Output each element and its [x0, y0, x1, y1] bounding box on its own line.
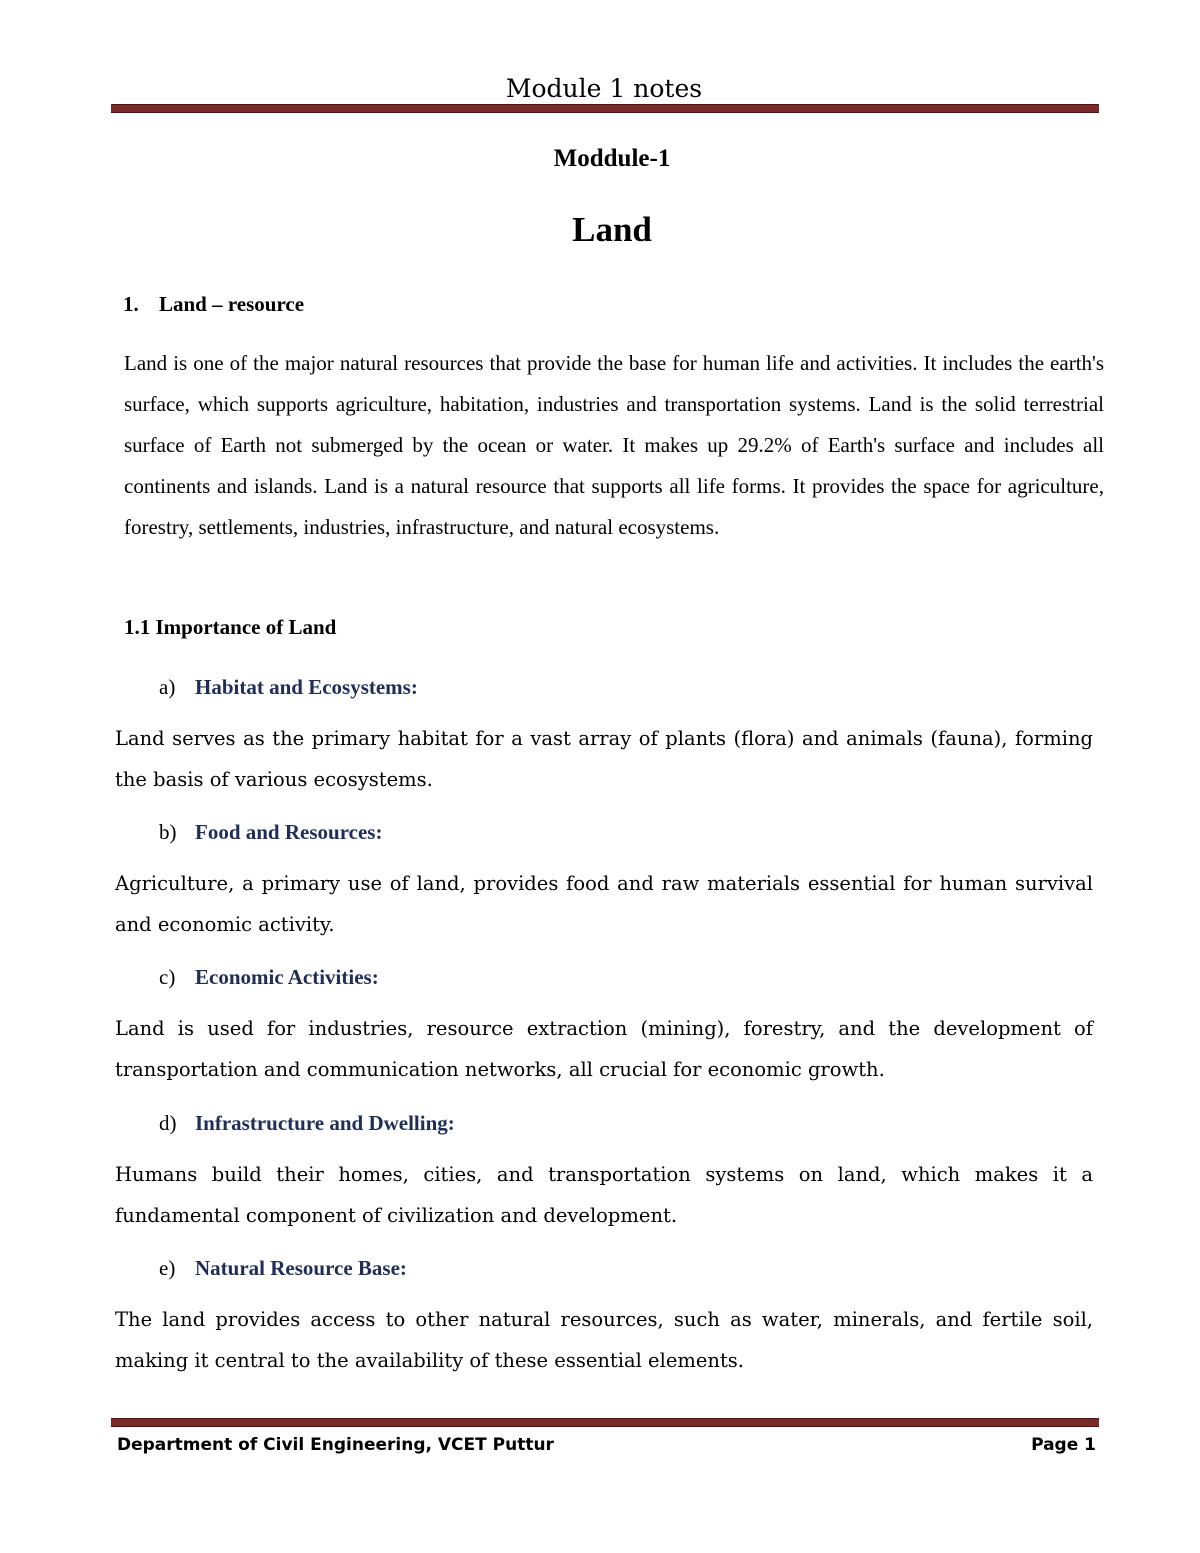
- header-divider: [111, 104, 1099, 113]
- paragraph-natural-resource: The land provides access to other natural resources, such as water, minerals, and fertile soil, making it central to the availability of these essential elements.: [115, 1308, 1093, 1372]
- page-title: Land: [572, 210, 652, 249]
- list-letter: e): [159, 1256, 176, 1280]
- subheading-economic: [159, 962, 379, 992]
- subheading-label: Infrastructure and Dwelling:: [195, 1111, 455, 1135]
- list-letter: d): [159, 1111, 177, 1135]
- list-letter: b): [159, 820, 177, 844]
- subheading-label: Food and Resources:: [195, 820, 383, 844]
- section-number: 1.: [123, 292, 139, 316]
- module-heading: Moddule-1: [553, 145, 671, 172]
- list-letter: a): [159, 675, 176, 699]
- page-header-title: Module 1 notes: [505, 74, 703, 103]
- section-title: Land – resource: [159, 292, 305, 316]
- subheading-label: Natural Resource Base:: [195, 1256, 407, 1280]
- paragraph-habitat: Land serves as the primary habitat for a vast array of plants (flora) and animals (fauna), forming the basis of various ecosystems.: [115, 727, 1093, 791]
- subheading-label: Economic Activities:: [195, 965, 379, 989]
- list-letter: c): [159, 965, 176, 989]
- subheading-natural-resource: [159, 1253, 407, 1283]
- subheading-habitat: [159, 672, 418, 702]
- subheading-food: [159, 817, 382, 847]
- footer-divider: [111, 1418, 1099, 1427]
- page-number: Page 1: [1031, 1435, 1096, 1455]
- section-heading-land-resource: [123, 289, 304, 319]
- paragraph-economic: Land is used for industries, resource extraction (mining), forestry, and the development of transportation and communication networks, all crucial for economic growth.: [115, 1017, 1093, 1081]
- paragraph-food: Agriculture, a primary use of land, provides food and raw materials essential for human survival and economic activity.: [115, 872, 1093, 936]
- section-heading-importance: 1.1 Importance of Land: [124, 615, 337, 639]
- subheading-infrastructure: [159, 1108, 455, 1138]
- footer-department: Department of Civil Engineering, VCET Puttur: [117, 1435, 554, 1455]
- intro-paragraph: Land is one of the major natural resources that provide the base for human life and activities. It includes the earth's surface, which supports agriculture, habitation, industries and transportation systems. Land is the solid terrestrial surface of Earth not submerged by the ocean or water. It makes up 29.2% of Earth's surface and includes all continents and islands. Land is a natural resource that supports all life forms. It provides the space for agriculture, forestry, settlements, industries, infrastructure, and natural ecosystems.: [124, 351, 1104, 539]
- subheading-label: Habitat and Ecosystems:: [195, 675, 418, 699]
- paragraph-infrastructure: Humans build their homes, cities, and transportation systems on land, which makes it a fundamental component of civilization and development.: [115, 1163, 1093, 1227]
